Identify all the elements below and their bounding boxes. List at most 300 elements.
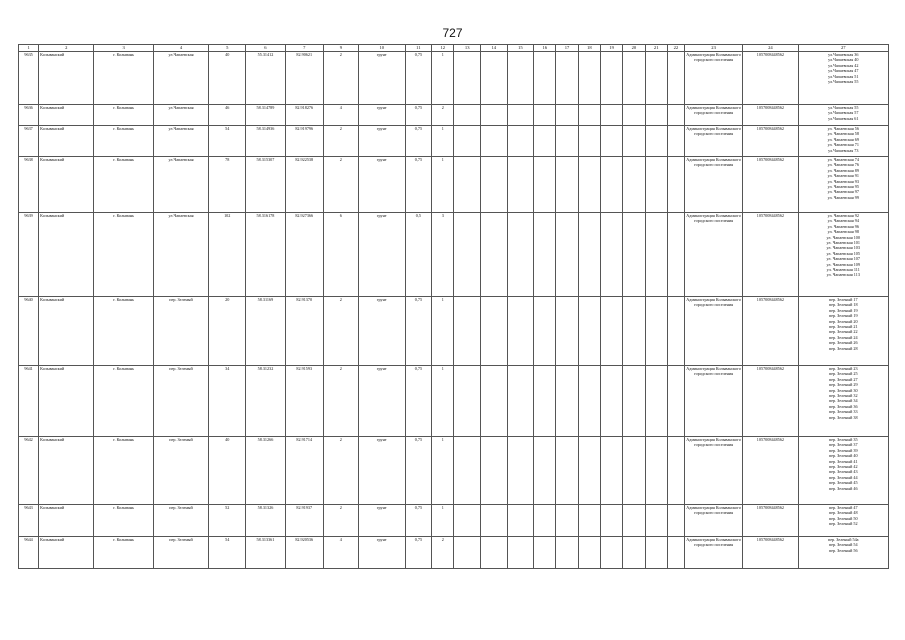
cell-empty	[645, 366, 667, 437]
cell-id: 9636	[19, 105, 39, 126]
cell-area: 0,75	[405, 157, 432, 213]
served-address: пер. Зеленый 40	[828, 453, 858, 459]
cell-empty	[623, 105, 645, 126]
cell-c9: 2	[323, 437, 358, 505]
cell-empty	[454, 537, 481, 569]
cell-empty	[600, 213, 622, 297]
cell-area: 0,75	[405, 437, 432, 505]
cell-lat: 58.314789	[246, 105, 285, 126]
cell-served-addresses	[798, 126, 888, 157]
column-number: 9	[323, 45, 358, 52]
table-row	[19, 105, 889, 126]
served-address: пер. Зеленый 19	[828, 313, 858, 319]
served-address: ул. Чапаевская 105	[826, 250, 860, 256]
cell-lon: 82.91370	[285, 297, 323, 366]
cell-empty	[600, 52, 622, 105]
cell-locality: г. Колывань	[94, 157, 153, 213]
cell-empty	[623, 537, 645, 569]
cell-empty	[481, 505, 508, 537]
served-address: пер. Зеленый 30	[828, 387, 858, 393]
served-address: ул. Чапаевская 94	[827, 218, 859, 224]
column-number: 15	[507, 45, 534, 52]
cell-empty	[645, 213, 667, 297]
register-table	[18, 44, 889, 569]
cell-locality: г. Колывань	[94, 505, 153, 537]
served-address: пер. Зеленый 54а	[827, 537, 859, 542]
cell-empty	[507, 213, 534, 297]
table-row	[19, 505, 889, 537]
cell-c9: 2	[323, 157, 358, 213]
cell-empty	[534, 52, 556, 105]
cell-empty	[454, 437, 481, 505]
column-number: 12	[432, 45, 454, 52]
cell-ogrn: 1057008448562	[743, 105, 798, 126]
cell-lon: 82.922538	[285, 157, 323, 213]
cell-ogrn: 1057008448562	[743, 52, 798, 105]
cell-id: 9635	[19, 52, 39, 105]
cell-street: ул.Чапаевская	[153, 52, 208, 105]
cell-locality: г. Колывань	[94, 105, 153, 126]
cell-c9: 4	[323, 537, 358, 569]
table-row	[19, 213, 889, 297]
column-number-row	[19, 45, 889, 52]
column-number: 13	[454, 45, 481, 52]
served-address: пер. Зеленый 19	[828, 307, 858, 313]
cell-empty	[645, 297, 667, 366]
served-address: ул.Чапаевская 73	[828, 147, 859, 153]
cell-surface: грунт	[358, 157, 405, 213]
served-address: пер. Зеленый 47	[828, 505, 858, 510]
cell-empty	[556, 366, 578, 437]
cell-lon: 82.927366	[285, 213, 323, 297]
cell-empty	[534, 213, 556, 297]
cell-house: 40	[209, 437, 246, 505]
cell-house: 54	[209, 537, 246, 569]
cell-count: 1	[432, 52, 454, 105]
cell-empty	[534, 105, 556, 126]
cell-c9: 2	[323, 126, 358, 157]
cell-empty	[507, 537, 534, 569]
cell-surface: грунт	[358, 213, 405, 297]
cell-empty	[534, 157, 556, 213]
served-address: пер. Зеленый 21	[828, 324, 858, 330]
served-address: ул. Чапаевская 95	[827, 184, 859, 190]
cell-district: Колыванский	[39, 505, 94, 537]
cell-empty	[667, 505, 684, 537]
served-address: ул. Чапаевская 101	[826, 240, 860, 246]
cell-empty	[667, 213, 684, 297]
served-address: пер. Зеленый 24	[828, 334, 858, 340]
column-number: 18	[578, 45, 600, 52]
cell-empty	[534, 505, 556, 537]
cell-empty	[534, 437, 556, 505]
table-row	[19, 157, 889, 213]
served-address: пер. Зеленый 22	[828, 329, 858, 335]
cell-empty	[645, 157, 667, 213]
table-row	[19, 126, 889, 157]
cell-lat: 58.31232	[246, 366, 285, 437]
cell-house: 20	[209, 297, 246, 366]
cell-area: 0,75	[405, 105, 432, 126]
column-number: 10	[358, 45, 405, 52]
cell-id: 9640	[19, 297, 39, 366]
served-address: пер. Зеленый 26	[828, 340, 858, 346]
cell-lon: 82.918276	[285, 105, 323, 126]
served-address: ул. Чапаевская 96	[827, 223, 859, 229]
column-number: 22	[667, 45, 684, 52]
column-number: 17	[556, 45, 578, 52]
cell-empty	[481, 437, 508, 505]
cell-empty	[481, 213, 508, 297]
cell-empty	[481, 52, 508, 105]
cell-id: 9639	[19, 213, 39, 297]
column-number: 6	[246, 45, 285, 52]
cell-empty	[534, 366, 556, 437]
served-address: ул. Чапаевская 103	[826, 245, 860, 251]
served-address: пер. Зеленый 18	[828, 302, 858, 308]
column-number: 21	[645, 45, 667, 52]
cell-area: 0,75	[405, 505, 432, 537]
cell-empty	[481, 537, 508, 569]
cell-house: 34	[209, 366, 246, 437]
column-number: 5	[209, 45, 246, 52]
cell-count: 2	[432, 537, 454, 569]
cell-lon: 82.91937	[285, 505, 323, 537]
cell-ogrn: 1057008448562	[743, 537, 798, 569]
served-address: ул. Чапаевская 98	[827, 229, 859, 235]
cell-c9: 2	[323, 297, 358, 366]
cell-empty	[623, 157, 645, 213]
cell-empty	[507, 126, 534, 157]
cell-empty	[645, 537, 667, 569]
served-address: ул. Чапаевская 74	[827, 157, 859, 162]
column-number: 19	[600, 45, 622, 52]
cell-owner: Администрация Колыванского городского поселения	[684, 213, 742, 297]
cell-count: 1	[432, 297, 454, 366]
column-number: 23	[684, 45, 742, 52]
cell-empty	[481, 157, 508, 213]
cell-owner: Администрация Колыванского городского поселения	[684, 505, 742, 537]
cell-empty	[507, 505, 534, 537]
column-number: 11	[405, 45, 432, 52]
cell-area: 0,75	[405, 52, 432, 105]
cell-empty	[556, 52, 578, 105]
cell-surface: грунт	[358, 437, 405, 505]
served-address: ул. Чапаевская 99	[827, 194, 859, 200]
cell-empty	[667, 297, 684, 366]
cell-empty	[578, 537, 600, 569]
table-row	[19, 437, 889, 505]
cell-owner: Администрация Колыванского городского поселения	[684, 297, 742, 366]
cell-id: 9644	[19, 537, 39, 569]
served-address: пер. Зеленый 45	[828, 480, 858, 486]
served-address: ул. Чапаевская 91	[827, 173, 859, 179]
cell-empty	[556, 537, 578, 569]
cell-c9: 2	[323, 366, 358, 437]
cell-id: 9642	[19, 437, 39, 505]
cell-street: пер. Зеленый	[153, 537, 208, 569]
cell-district: Колыванский	[39, 297, 94, 366]
cell-empty	[507, 437, 534, 505]
cell-surface: грунт	[358, 537, 405, 569]
cell-empty	[645, 437, 667, 505]
cell-lon: 82.919796	[285, 126, 323, 157]
cell-house: 78	[209, 157, 246, 213]
cell-empty	[454, 126, 481, 157]
cell-ogrn: 1057008448562	[743, 505, 798, 537]
cell-empty	[623, 52, 645, 105]
cell-count: 1	[432, 437, 454, 505]
cell-surface: грунт	[358, 297, 405, 366]
cell-empty	[645, 105, 667, 126]
served-address: пер. Зеленый 48	[828, 510, 858, 516]
cell-empty	[623, 126, 645, 157]
column-number: 16	[534, 45, 556, 52]
cell-count: 1	[432, 505, 454, 537]
served-address: ул.Чапаевская 51	[828, 73, 859, 79]
cell-house: 102	[209, 213, 246, 297]
served-address: пер. Зеленый 29	[828, 382, 858, 388]
cell-empty	[507, 366, 534, 437]
cell-empty	[623, 505, 645, 537]
cell-empty	[623, 213, 645, 297]
cell-ogrn: 1057008448562	[743, 297, 798, 366]
cell-empty	[481, 126, 508, 157]
table-row	[19, 52, 889, 105]
cell-district: Колыванский	[39, 537, 94, 569]
cell-count: 2	[432, 105, 454, 126]
column-number: 24	[743, 45, 798, 52]
cell-id: 9643	[19, 505, 39, 537]
cell-lat: 58.314936	[246, 126, 285, 157]
column-number: 1	[19, 45, 39, 52]
served-address: пер. Зеленый 33	[828, 409, 858, 415]
cell-lat: 58.31326	[246, 505, 285, 537]
column-number: 20	[623, 45, 645, 52]
cell-locality: г. Колывань	[94, 366, 153, 437]
served-address: пер. Зеленый 20	[828, 318, 858, 324]
cell-owner: Администрация Колыванского городского поселения	[684, 105, 742, 126]
cell-street: пер. Зеленый	[153, 366, 208, 437]
cell-empty	[556, 105, 578, 126]
cell-owner: Администрация Колыванского городского поселения	[684, 366, 742, 437]
cell-empty	[454, 505, 481, 537]
cell-empty	[600, 297, 622, 366]
cell-locality: г. Колывань	[94, 126, 153, 157]
cell-lat: 58.31266	[246, 437, 285, 505]
cell-served-addresses	[798, 52, 888, 105]
cell-lat: 58.316178	[246, 213, 285, 297]
cell-ogrn: 1057008448562	[743, 366, 798, 437]
cell-locality: г. Колывань	[94, 52, 153, 105]
cell-count: 3	[432, 213, 454, 297]
cell-served-addresses	[798, 537, 888, 569]
cell-c9: 4	[323, 105, 358, 126]
served-address: пер. Зеленый 35	[828, 437, 858, 442]
cell-ogrn: 1057008448562	[743, 213, 798, 297]
cell-empty	[667, 52, 684, 105]
served-address: ул.Чапаевская 47	[828, 68, 859, 74]
cell-empty	[556, 157, 578, 213]
cell-empty	[600, 157, 622, 213]
served-address: ул. Чапаевская 93	[827, 178, 859, 184]
cell-empty	[667, 105, 684, 126]
cell-street: пер. Зеленый	[153, 297, 208, 366]
cell-empty	[600, 105, 622, 126]
cell-served-addresses	[798, 505, 888, 537]
served-address: пер. Зеленый 36	[828, 403, 858, 409]
served-address: пер. Зеленый 41	[828, 458, 858, 464]
served-address: пер. Зеленый 44	[828, 474, 858, 480]
cell-empty	[667, 126, 684, 157]
cell-empty	[645, 126, 667, 157]
served-address: ул. Чапаевская 56	[827, 126, 859, 131]
served-address: пер. Зеленый 32	[828, 393, 858, 399]
cell-empty	[481, 366, 508, 437]
cell-street: ул.Чапаевская	[153, 157, 208, 213]
cell-empty	[454, 105, 481, 126]
served-address: пер. Зеленый 17	[828, 297, 858, 302]
cell-empty	[556, 505, 578, 537]
cell-house: 40	[209, 52, 246, 105]
cell-surface: грунт	[358, 366, 405, 437]
cell-house: 54	[209, 126, 246, 157]
cell-empty	[481, 297, 508, 366]
cell-district: Колыванский	[39, 213, 94, 297]
cell-surface: грунт	[358, 505, 405, 537]
served-address: ул. Чапаевская 92	[827, 213, 859, 218]
cell-id: 9638	[19, 157, 39, 213]
cell-served-addresses	[798, 437, 888, 505]
cell-locality: г. Колывань	[94, 213, 153, 297]
cell-c9: 2	[323, 505, 358, 537]
cell-lat: 58.315307	[246, 157, 285, 213]
served-address: ул. Чапаевская 113	[826, 272, 860, 278]
cell-empty	[578, 437, 600, 505]
served-address: ул. Чапаевская 109	[826, 261, 860, 267]
cell-empty	[507, 297, 534, 366]
cell-empty	[534, 126, 556, 157]
served-address: ул.Чапаевская 61	[828, 115, 859, 121]
cell-owner: Администрация Колыванского городского поселения	[684, 537, 742, 569]
cell-surface: грунт	[358, 52, 405, 105]
cell-lon: 82.920536	[285, 537, 323, 569]
cell-surface: грунт	[358, 105, 405, 126]
cell-empty	[556, 213, 578, 297]
served-address: пер. Зеленый 27	[828, 376, 858, 382]
cell-empty	[578, 52, 600, 105]
cell-served-addresses	[798, 366, 888, 437]
cell-locality: г. Колывань	[94, 537, 153, 569]
served-address: ул. Чапаевская 76	[827, 162, 859, 168]
cell-empty	[600, 126, 622, 157]
served-address: ул. Чапаевская 111	[826, 267, 860, 273]
cell-empty	[600, 366, 622, 437]
cell-street: ул.Чапаевская	[153, 213, 208, 297]
served-address: пер. Зеленый 38	[828, 414, 858, 420]
cell-empty	[578, 213, 600, 297]
served-address: пер. Зеленый 50	[828, 515, 858, 521]
cell-empty	[556, 297, 578, 366]
served-address: пер. Зеленый 28	[828, 345, 858, 351]
cell-ogrn: 1057008448562	[743, 126, 798, 157]
cell-empty	[623, 297, 645, 366]
cell-owner: Администрация Колыванского городского поселения	[684, 52, 742, 105]
served-address: ул.Чапаевская 36	[828, 52, 859, 57]
served-address: ул. Чапаевская 100	[826, 234, 860, 240]
cell-empty	[667, 366, 684, 437]
cell-surface: грунт	[358, 126, 405, 157]
cell-locality: г. Колывань	[94, 437, 153, 505]
cell-ogrn: 1057008448562	[743, 157, 798, 213]
served-address: пер. Зеленый 39	[828, 447, 858, 453]
served-address: пер. Зеленый 46	[828, 485, 858, 491]
cell-empty	[454, 52, 481, 105]
cell-area: 0,75	[405, 366, 432, 437]
cell-empty	[667, 537, 684, 569]
cell-c9: 2	[323, 52, 358, 105]
cell-empty	[507, 52, 534, 105]
cell-house: 46	[209, 105, 246, 126]
column-number: 4	[153, 45, 208, 52]
cell-empty	[667, 157, 684, 213]
cell-area: 0,75	[405, 126, 432, 157]
cell-empty	[578, 297, 600, 366]
cell-district: Колыванский	[39, 52, 94, 105]
served-address: ул.Чапаевская 55	[828, 105, 859, 110]
served-address: пер. Зеленый 43	[828, 469, 858, 475]
cell-empty	[454, 213, 481, 297]
cell-lat: 58.31169	[246, 297, 285, 366]
cell-owner: Администрация Колыванского городского поселения	[684, 157, 742, 213]
cell-id: 9641	[19, 366, 39, 437]
cell-empty	[534, 297, 556, 366]
column-number: 2	[39, 45, 94, 52]
served-address: пер. Зеленый 42	[828, 464, 858, 470]
column-number: 27	[798, 45, 888, 52]
cell-empty	[507, 105, 534, 126]
cell-street: ул.Чапаевская	[153, 105, 208, 126]
cell-empty	[507, 157, 534, 213]
cell-empty	[454, 366, 481, 437]
cell-empty	[623, 437, 645, 505]
cell-district: Колыванский	[39, 157, 94, 213]
table-row	[19, 366, 889, 437]
cell-empty	[534, 537, 556, 569]
cell-area: 0,75	[405, 297, 432, 366]
cell-count: 1	[432, 366, 454, 437]
served-address: пер. Зеленый 52	[828, 521, 858, 527]
cell-empty	[578, 126, 600, 157]
served-address: ул. Чапаевская 71	[827, 142, 859, 148]
served-address: пер. Зеленый 23	[828, 366, 858, 371]
cell-empty	[481, 105, 508, 126]
cell-ogrn: 1057008448562	[743, 437, 798, 505]
column-number: 14	[481, 45, 508, 52]
cell-empty	[578, 105, 600, 126]
cell-lon: 82.91593	[285, 366, 323, 437]
cell-street: пер. Зеленый	[153, 437, 208, 505]
served-address: пер. Зеленый 37	[828, 442, 858, 448]
cell-area: 0,75	[405, 537, 432, 569]
served-address: ул.Чапаевская 55	[828, 79, 859, 85]
page-number: 727	[442, 26, 463, 40]
cell-house: 52	[209, 505, 246, 537]
column-number: 7	[285, 45, 323, 52]
cell-empty	[600, 537, 622, 569]
cell-id: 9637	[19, 126, 39, 157]
cell-empty	[645, 505, 667, 537]
